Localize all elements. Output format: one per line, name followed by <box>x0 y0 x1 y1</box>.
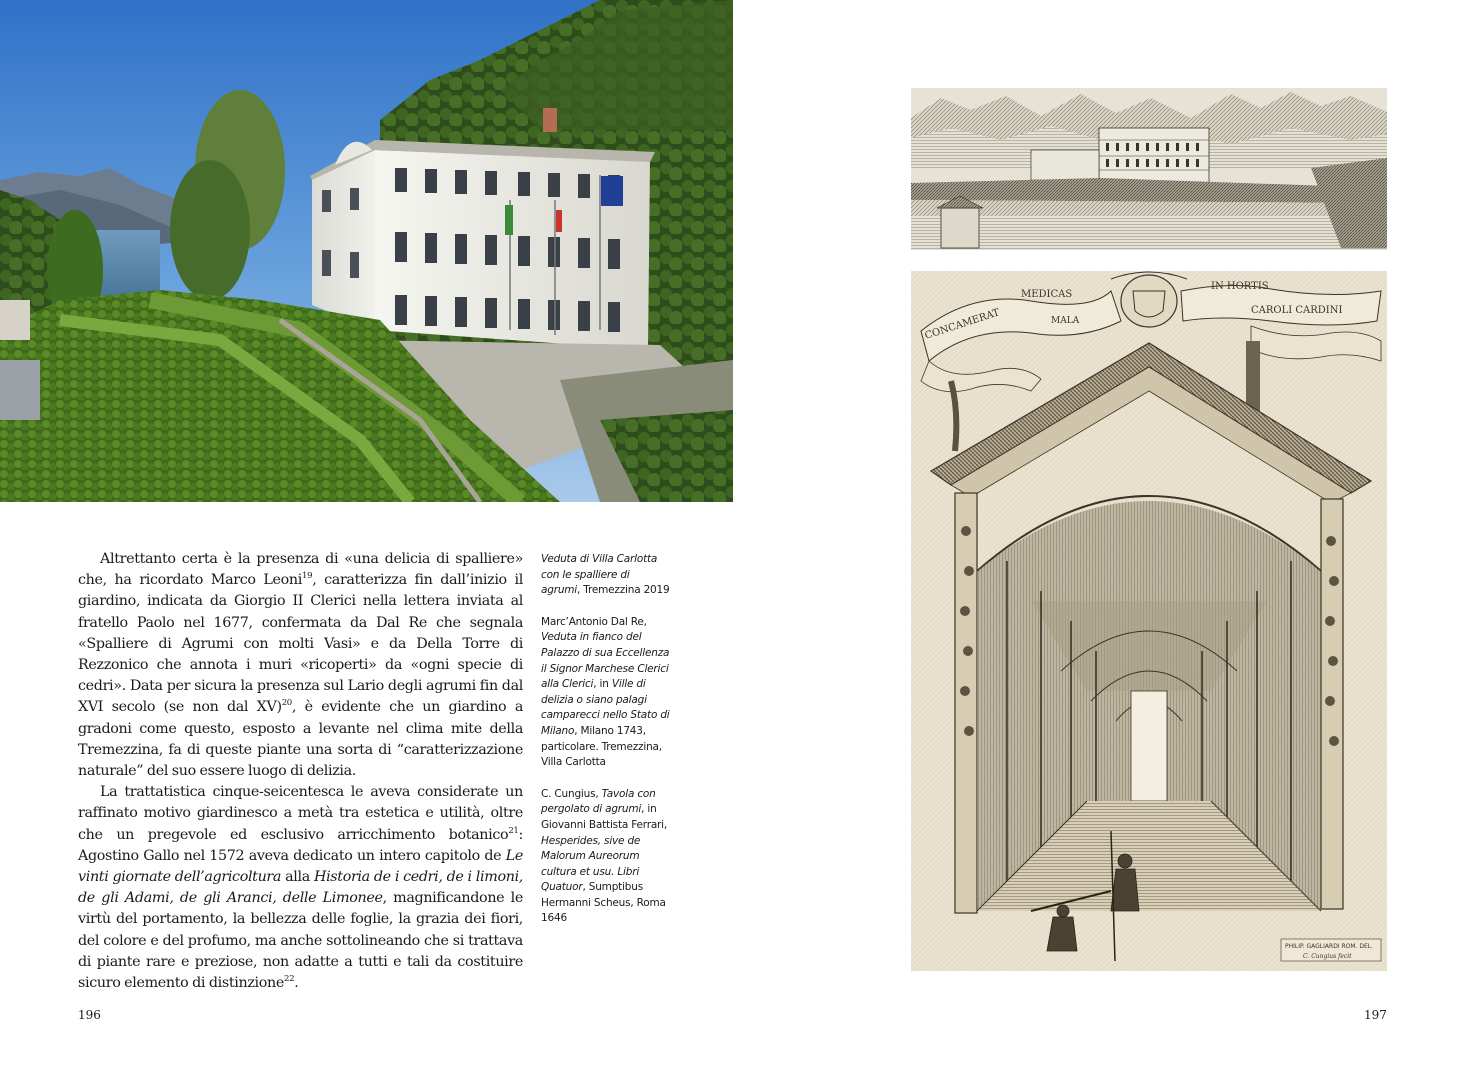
body-paragraph-2: La trattatistica cinque-seicentesca le aveva considerate un raffinato motivo giardinesco a metà tra estetica e utilità, oltre che un pregevole ed esclusivo arricchimento botanico$^{21}$: Agostino Gallo nel 1572 aveva dedicato un intero capitolo de Le vinti giornate dell’agricoltura alla Historia de i cedri, de i limoni, de gli Adami, de gli Aranci, delle Limonee, magnificandone le virtù del portamento, la bellezza delle foglie, la grazia dei fiori, del colore e del profumo, ma anche sottolineando che si trattava di piante rare e preziose, non adatte a tutti e tali da costituire sicuro elemento di distinzione$^{22}$. <box>78 784 524 992</box>
dal-re-engraving <box>911 88 1387 250</box>
page-number-right: 197 <box>1364 1008 1387 1022</box>
body-text <box>78 549 523 994</box>
engraver-signature-2: C. Cungius fecit <box>1303 953 1352 960</box>
banner-word-1: CONCAMERAT <box>923 307 1002 342</box>
banner-word-5: CAROLI CARDINI <box>1251 305 1343 316</box>
banner-word-2: MEDICAS <box>1021 289 1073 300</box>
engraver-signature-1: PHILIP. GAGLIARDI ROM. DEL. <box>1285 943 1374 950</box>
banner-word-4: IN HORTIS <box>1211 281 1269 292</box>
caption-pergola-engraving: C. Cungius, Tavola con pergolato di agrumi, in Giovanni Battista Ferrari, Hesperides, sive de Malorum Aureorum cultura et usu. Libri Quatuor, Sumptibus Hermanni Scheus, Roma 1646 <box>541 787 668 925</box>
villa-carlotta-photo <box>0 0 733 502</box>
caption-villa-photo: Veduta di Villa Carlotta con le spalliere di agrumi, Tremezzina 2019 <box>541 553 670 597</box>
caption-dal-re-engraving: Marc’Antonio Dal Re, Veduta in fianco del Palazzo di sua Eccellenza il Signor Marchese Clerici alla Clerici, in Ville di delizia o siano palagi camparecci nello Stato di Milano, Milano 1743, particolare. Tremezzina, Villa Carlotta <box>541 615 670 769</box>
figure-captions <box>541 552 671 943</box>
page-number-left: 196 <box>78 1008 101 1022</box>
pergola-engraving <box>911 271 1387 971</box>
banner-word-3: MALA <box>1051 316 1080 326</box>
body-paragraph-1: Altrettanto certa è la presenza di «una delicia di spalliere» che, ha ricordato Marco Leoni$^{19}$, caratterizza fin dall’inizio il giardino, indicata da Giorgio II Clerici nella lettera inviata al fratello Paolo nel 1677, confermata da Dal Re che segnala «Spalliere di Agrumi con molti Vasi» e da Della Torre di Rezzonico che annota i muri «ricoperti» da «ogni specie di cedri». Data per sicura la presenza sul Lario degli agrumi fin dal XVI secolo (se non dal XV)$^{20}$, è evidente che un giardino a gradoni come questo, esposto a levante nel clima mite della Tremezzina, fa di queste piante una sorta di “caratterizzazione naturale” del suo essere luogo di delizia. <box>78 551 523 780</box>
